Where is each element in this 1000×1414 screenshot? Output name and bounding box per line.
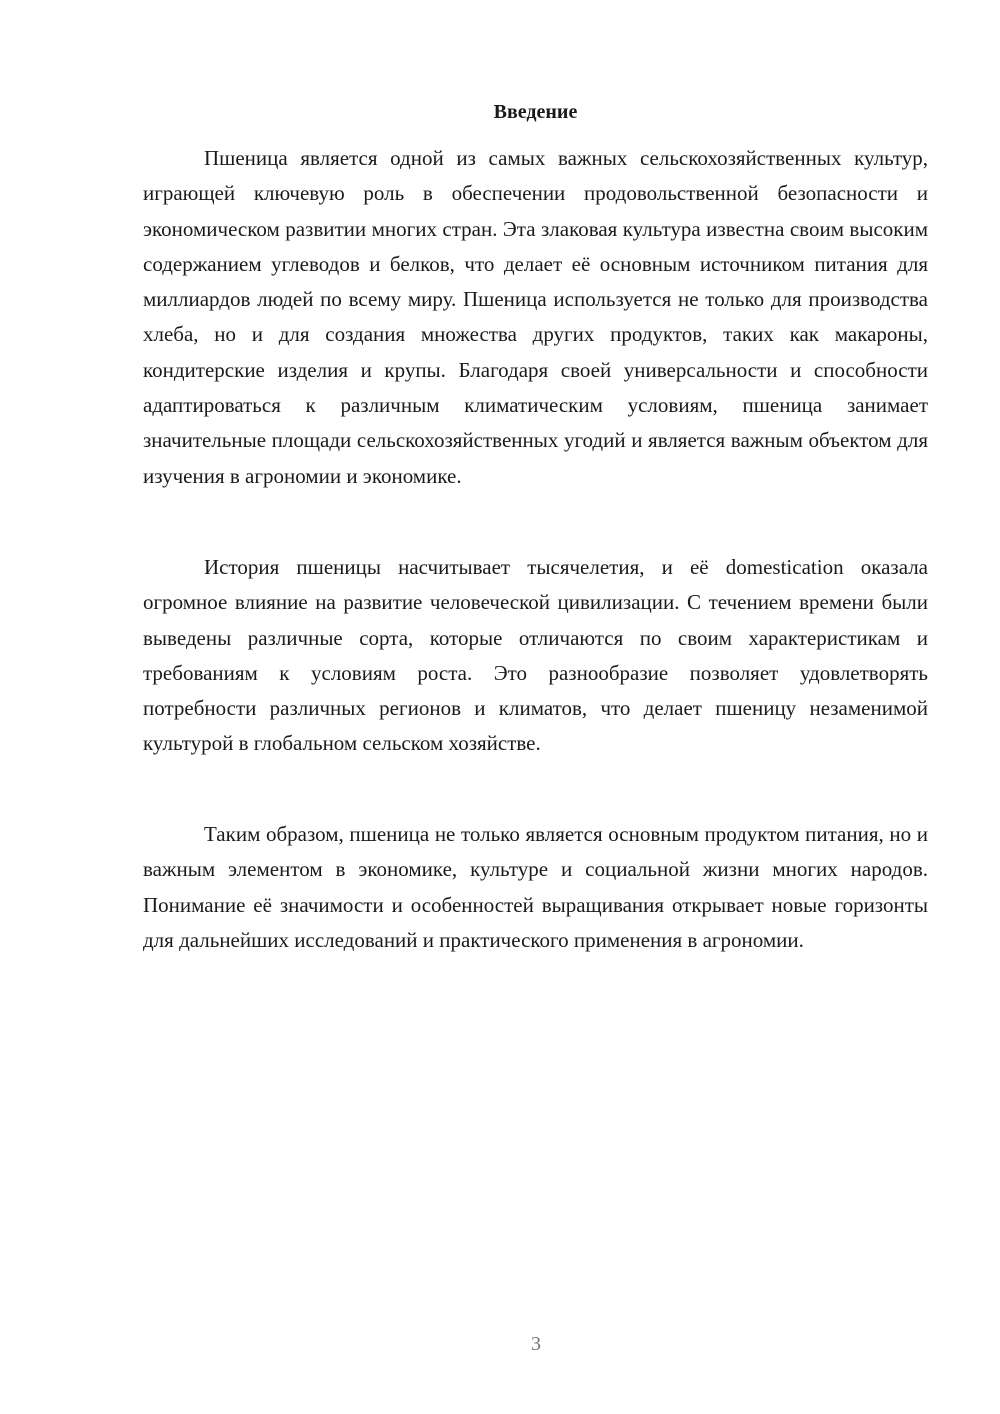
paragraph-2: История пшеницы насчитывает тысячелетия, и её domestication оказала огромное влияние на развитие человеческой цивилизации. С течением времени были выведены различные сорта, которые отличаются по своим характеристикам и требованиям к условиям роста. Это разнообразие позволяет удовлетворять потребности различных регионов и климатов, что делает пшеницу незаменимой культурой в глобальном сельском хозяйстве. bbox=[143, 555, 928, 756]
paragraph-3: Таким образом, пшеница не только является основным продуктом питания, но и важным элементом в экономике, культуре и социальной жизни многих народов. Понимание её значимости и особенностей выращивания открывает новые горизонты для дальнейших исследований и практического применения в агрономии. bbox=[143, 822, 928, 952]
section-heading: Введение bbox=[493, 101, 578, 123]
page-number: 3 bbox=[531, 1333, 541, 1355]
paragraph-1: Пшеница является одной из самых важных сельскохозяйственных культур, играющей ключевую роль в обеспечении продовольственной безопасности и экономическом развитии многих стран. Эта злаковая культура известна своим высоким содержанием углеводов и белков, что делает её основным источником питания для миллиардов людей по всему миру. Пшеница используется не только для производства хлеба, но и для создания множества других продуктов, таких как макароны, кондитерские изделия и крупы. Благодаря своей универсальности и способности адаптироваться к различным климатическим условиям, пшеница занимает значительные площади сельскохозяйственных угодий и является важным объектом для изучения в агрономии и экономике. bbox=[143, 146, 928, 488]
